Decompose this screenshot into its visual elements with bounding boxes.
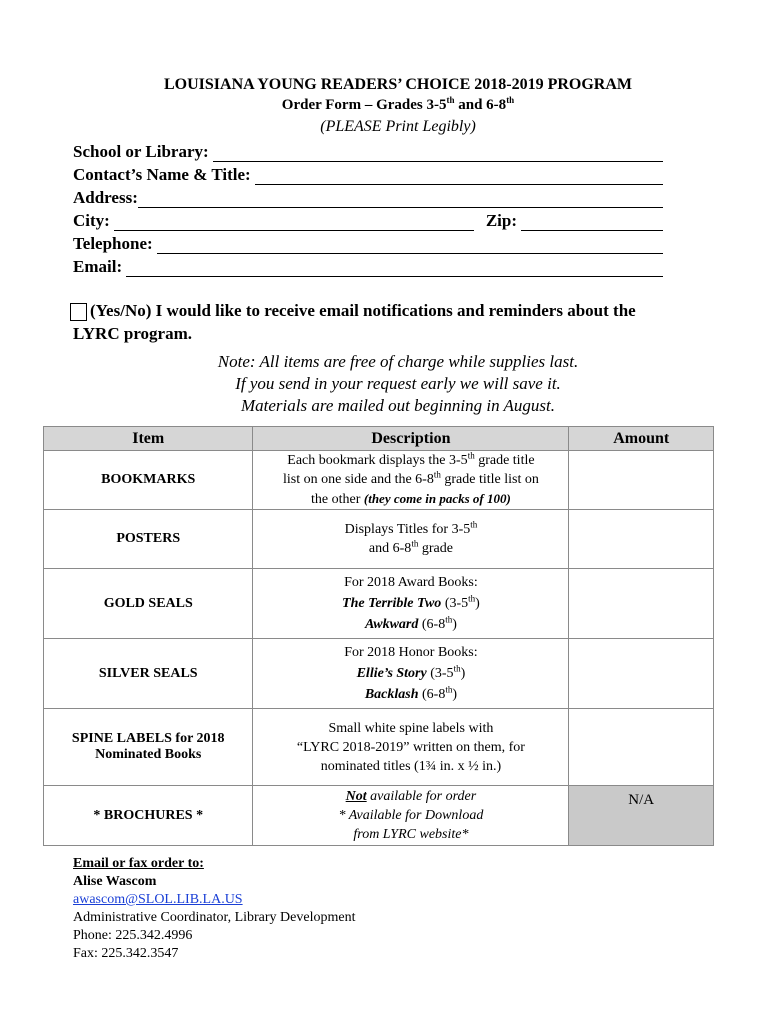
desc-text: Each bookmark displays the 3-5	[287, 453, 468, 468]
desc-text: )	[452, 617, 457, 632]
desc-emphasis: (they come in packs of 100)	[363, 491, 511, 506]
desc-text: )	[475, 596, 480, 611]
notify-text-line1: (Yes/No) I would like to receive email notifications and reminders about the	[90, 301, 636, 320]
contact-role: Administrative Coordinator, Library Development	[73, 910, 356, 925]
desc-text: (3-5	[441, 596, 469, 611]
table-row-gold-seals	[44, 569, 714, 639]
desc-sup: th	[468, 593, 476, 604]
page-title: LOUISIANA YOUNG READERS’ CHOICE 2018-2019 PROGRAM	[163, 76, 633, 93]
amount-spine-labels-input[interactable]	[569, 709, 714, 786]
page-subtitle	[0, 97, 770, 114]
desc-text: and 6-8	[368, 541, 412, 556]
desc-sup: th	[433, 469, 441, 480]
desc-text: available for order	[366, 789, 477, 804]
desc-text: grade title	[474, 453, 535, 468]
desc-text: the other	[311, 492, 364, 507]
contact-field	[73, 163, 663, 185]
item-text: SPINE LABELS for 2018	[71, 731, 225, 746]
contact-heading: Email or fax order to:	[73, 856, 204, 871]
desc-sup: th	[470, 519, 478, 530]
notify-text-line2: LYRC program.	[73, 324, 193, 343]
desc-silver-seals	[253, 639, 569, 709]
zip-label: Zip:	[485, 211, 518, 230]
telephone-input-line[interactable]	[157, 238, 663, 254]
desc-brochures	[253, 786, 569, 846]
desc-sup: th	[467, 450, 475, 461]
amount-silver-seals-input[interactable]	[569, 639, 714, 709]
desc-text: (3-5	[426, 666, 454, 681]
item-brochures: * BROCHURES *	[44, 786, 253, 846]
order-table	[43, 426, 714, 846]
desc-text: Small white spine labels with	[328, 720, 494, 736]
desc-posters	[253, 510, 569, 569]
amount-brochures: N/A	[569, 786, 714, 846]
print-instruction: (PLEASE Print Legibly)	[320, 118, 476, 135]
amount-gold-seals-input[interactable]	[569, 569, 714, 639]
desc-text: nominated titles (1¾ in. x ½ in.)	[320, 758, 502, 774]
header-amount: Amount	[569, 427, 714, 451]
address-field	[73, 186, 663, 208]
subtitle-text: Order Form – Grades 3-5	[281, 97, 447, 113]
desc-sup: th	[445, 684, 453, 695]
desc-text: For 2018 Award Books:	[344, 575, 478, 590]
desc-text: grade	[418, 541, 453, 556]
school-label: School or Library:	[73, 142, 209, 161]
desc-sup: th	[453, 663, 461, 674]
table-row-posters	[44, 510, 714, 569]
desc-text: )	[460, 666, 466, 681]
header-item: Item	[44, 427, 253, 451]
table-header-row	[44, 427, 714, 451]
table-row-silver-seals	[44, 639, 714, 709]
item-bookmarks: BOOKMARKS	[44, 451, 253, 510]
school-field	[73, 140, 663, 162]
desc-text: Displays Titles for 3-5	[344, 522, 471, 537]
school-input-line[interactable]	[213, 146, 663, 162]
desc-spine-labels	[253, 709, 569, 786]
desc-text: grade title list on	[440, 472, 539, 487]
desc-text: For 2018 Honor Books:	[344, 645, 478, 660]
book-title: Ellie’s Story	[356, 666, 427, 681]
book-title: Backlash	[364, 687, 419, 702]
telephone-label: Telephone:	[73, 234, 153, 253]
item-text: Nominated Books	[95, 747, 202, 762]
item-posters: POSTERS	[44, 510, 253, 569]
item-silver-seals: SILVER SEALS	[44, 639, 253, 709]
desc-text: (6-8	[418, 617, 446, 632]
contact-fax: Fax: 225.342.3547	[73, 946, 179, 961]
amount-posters-input[interactable]	[569, 510, 714, 569]
email-label: Email:	[73, 257, 123, 276]
book-title: Awkward	[364, 617, 419, 632]
item-spine-labels	[44, 709, 253, 786]
note-line-3: Materials are mailed out beginning in August.	[240, 396, 555, 415]
city-label: City:	[73, 211, 110, 230]
amount-bookmarks-input[interactable]	[569, 451, 714, 510]
table-row-spine-labels	[44, 709, 714, 786]
email-field	[73, 255, 663, 277]
subtitle-mid: and 6-8	[454, 97, 507, 113]
desc-text: from LYRC website*	[353, 827, 469, 842]
notify-checkbox[interactable]	[70, 303, 87, 321]
note-line-2: If you send in your request early we will save it.	[235, 374, 561, 393]
desc-gold-seals	[253, 569, 569, 639]
contact-block	[73, 855, 355, 963]
desc-bookmarks	[253, 451, 569, 510]
desc-text: * Available for Download	[338, 808, 484, 823]
header-description: Description	[253, 427, 569, 451]
desc-text: “LYRC 2018-2019” written on them, for	[296, 739, 525, 755]
item-gold-seals: GOLD SEALS	[44, 569, 253, 639]
telephone-field	[73, 232, 663, 254]
desc-text: )	[452, 687, 458, 702]
address-input-line[interactable]	[138, 192, 663, 208]
book-title: The Terrible Two	[342, 596, 442, 611]
desc-emphasis: Not	[345, 789, 367, 804]
table-row-bookmarks	[44, 451, 714, 510]
desc-text: (6-8	[418, 687, 446, 702]
contact-label: Contact’s Name & Title:	[73, 165, 251, 184]
city-input-line[interactable]	[114, 215, 474, 231]
desc-text: list on one side and the 6-8	[282, 472, 434, 487]
city-zip-field	[73, 209, 663, 231]
email-input-line[interactable]	[126, 261, 663, 277]
subtitle-sup-1: th	[446, 95, 455, 105]
note-line-1: Note: All items are free of charge while supplies last.	[217, 352, 579, 371]
zip-input-line[interactable]	[521, 215, 663, 231]
contact-phone: Phone: 225.342.4996	[73, 928, 193, 943]
contact-email-link[interactable]: awascom@SLOL.LIB.LA.US	[73, 892, 243, 907]
contact-name: Alise Wascom	[73, 874, 157, 889]
contact-input-line[interactable]	[255, 169, 663, 185]
table-row-brochures	[44, 786, 714, 846]
desc-sup: th	[445, 614, 453, 625]
desc-sup: th	[411, 538, 419, 549]
address-label: Address:	[73, 188, 138, 207]
subtitle-sup-2: th	[506, 95, 515, 105]
